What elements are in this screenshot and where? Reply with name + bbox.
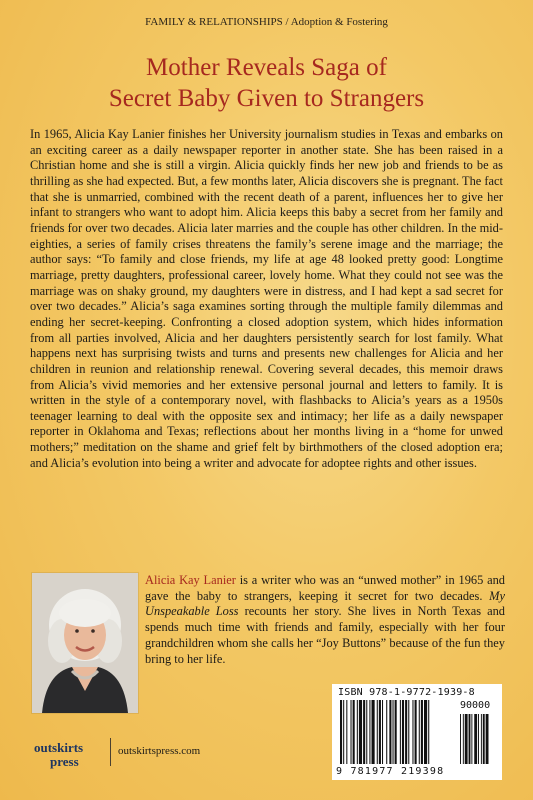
author-portrait-icon bbox=[32, 573, 138, 713]
author-bio bbox=[145, 573, 505, 667]
logo-divider bbox=[110, 738, 111, 766]
svg-text:outskirts: outskirts bbox=[34, 740, 84, 755]
category-label: FAMILY & RELATIONSHIPS / Adoption & Fostering bbox=[145, 16, 388, 28]
ean-number: 9 781977 219398 bbox=[336, 766, 445, 777]
isbn-label: ISBN 978-1-9772-1939-8 bbox=[338, 687, 475, 698]
publisher-logo bbox=[34, 740, 104, 772]
author-photo bbox=[32, 573, 138, 713]
author-name: Alicia Kay Lanier bbox=[145, 573, 236, 587]
svg-text:press: press bbox=[50, 754, 79, 769]
price-code: 90000 bbox=[460, 700, 491, 711]
back-cover-title bbox=[0, 52, 533, 114]
bio-text-2: recounts her story. She lives in North Texas and spends much time with friends and family, especially with her four grandchildren whom she calls her “Joy Buttons” because of the fun they bring to her life. bbox=[145, 604, 505, 666]
outskirts-press-logo-icon bbox=[34, 740, 104, 772]
isbn-barcode bbox=[332, 684, 502, 780]
title-line-1: Mother Reveals Saga of bbox=[146, 54, 387, 81]
publisher-website: outskirtspress.com bbox=[118, 745, 201, 757]
bio-text-1: is a writer who was an “unwed mother” in 1965 and gave the baby to strangers, keeping it secret for two decades. bbox=[145, 573, 505, 603]
book-title: My Unspeakable Loss bbox=[145, 588, 505, 619]
title-line-2: Secret Baby Given to Strangers bbox=[108, 85, 425, 112]
book-description: In 1965, Alicia Kay Lanier finishes her University journalism studies in Texas and embarks on an exciting career as a daily newspaper reporter in another state. She has been raised in a Christian home and she is still a virgin. Alicia quickly finds her new job and friends to be as thrilling as she had expected. But, a few months later, Alicia discovers she is pregnant. The fact that she is unmarried, combined with the recent death of a parent, influences her to give her infant to strangers who want to adopt him. Alicia keeps this baby a secret from her family and friends for over two decades. Alicia later marries and the couple has other children. In the mid-eighties, a series of family crises threatens the family’s serene image and the marriage; the author says: “To family and close friends, my life at age 48 looked pretty good: Longtime marriage, pretty daughters, professional career, lovely home. What they could not see was the marriage was on shaky ground, my daughters were in distress, and I had kept a sad secret for over two decades.” Alicia’s saga examines sorting through the multiple family dilemmas and ending her secret-keeping. Confronting a closed adoption system, which hides information from all parties involved, Alicia and her daughters persistently search for lost family. What happens next has surprising twists and turns and presents new challenges for Alicia and her children in reunion and relationship renewal. Covering several decades, this memoir draws from Alicia’s vivid memories and her extensive personal journal and letters to family. It is written in the style of a contemporary novel, with flashbacks to Alicia’s years as a 1950s teenager learning to deal with the opposite sex and intimacy; her life as a daily newspaper reporter in Oklahoma and Texas; reflections about her months living in a “home for unwed mothers;” meditation on the shame and grief felt by birthmothers of the closed adoption era; and Alicia’s evolution into being a writer and advocate for adoptee rights and other issues. bbox=[30, 127, 503, 470]
